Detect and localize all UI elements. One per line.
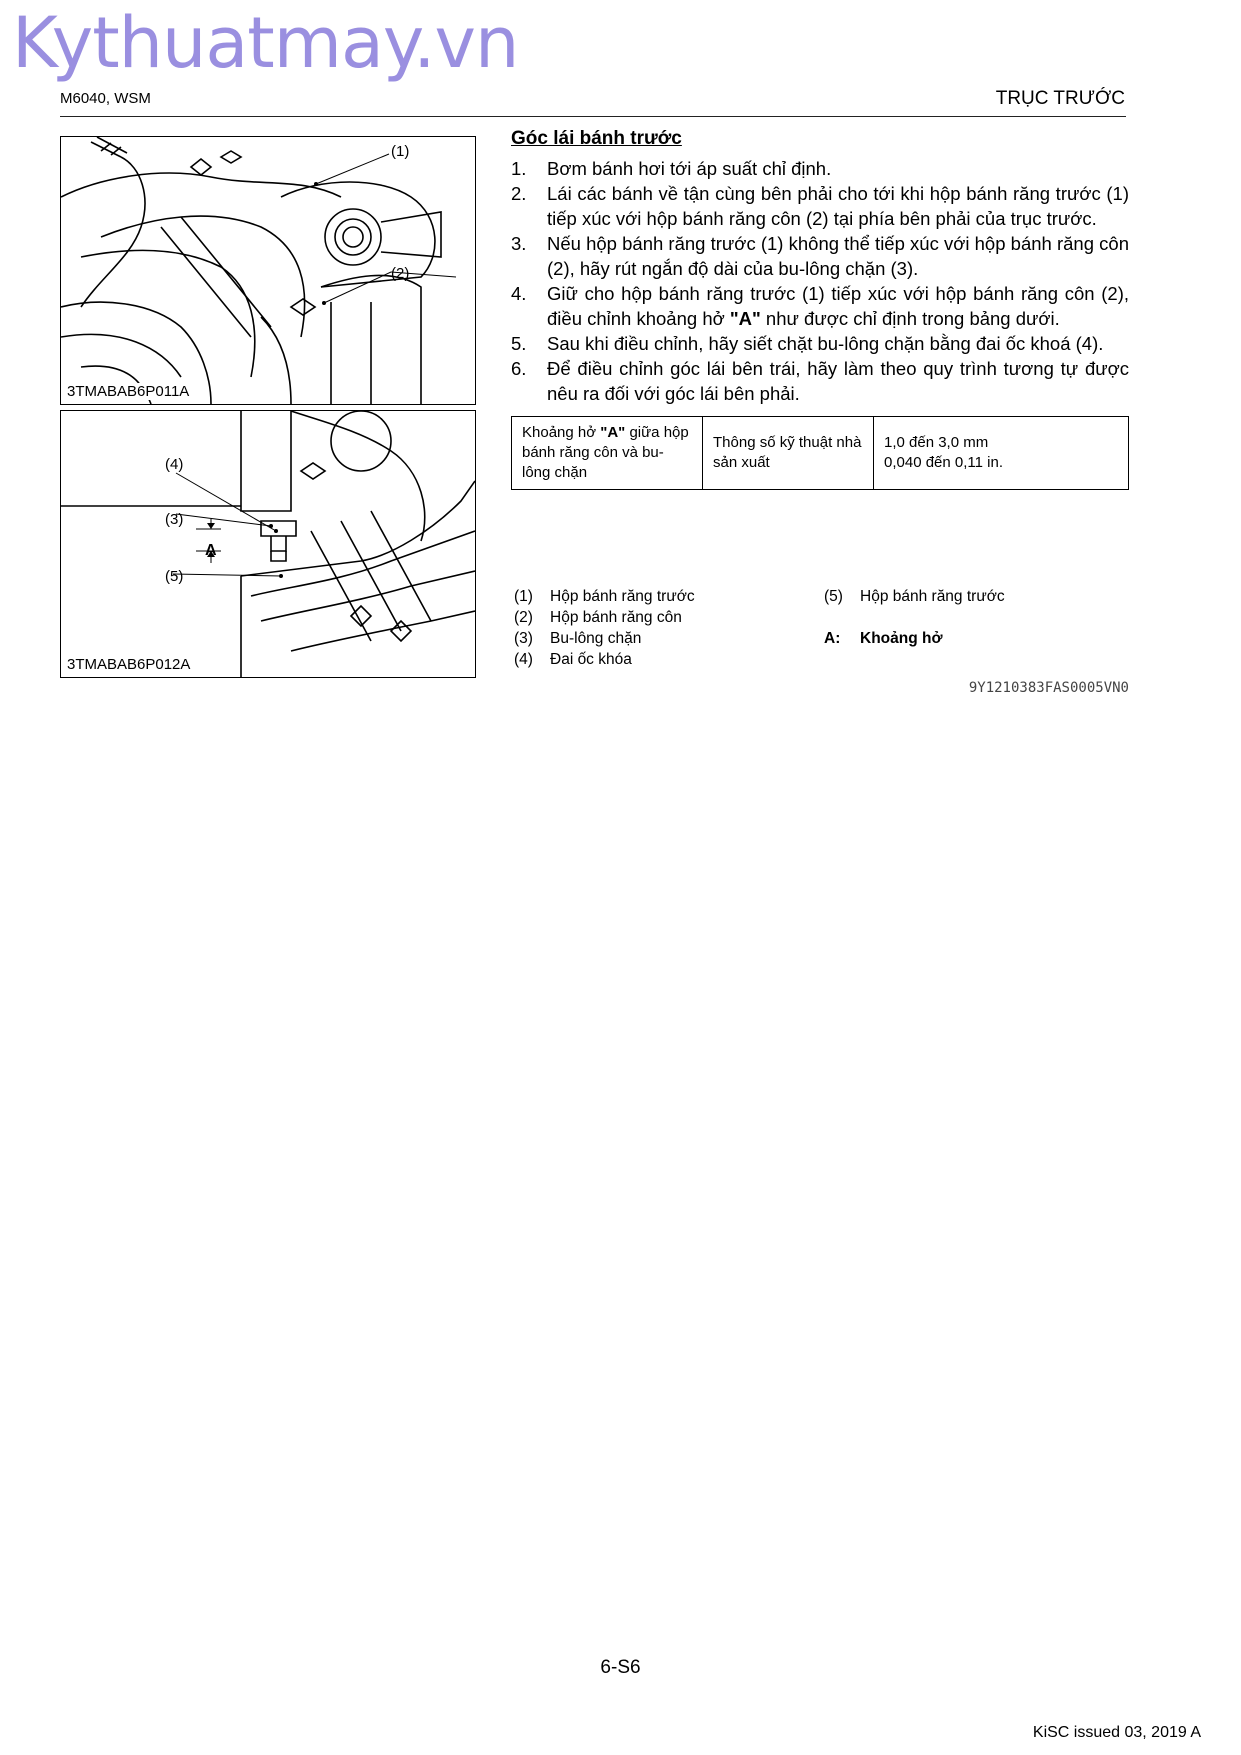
step-text: Bơm bánh hơi tới áp suất chỉ định.: [547, 158, 832, 179]
legend-entry: [824, 630, 942, 648]
legend-row: [514, 651, 1129, 672]
figure-clearance-detail: [60, 410, 476, 678]
procedure-steps: [511, 156, 1129, 406]
legend-number: (5): [824, 588, 843, 605]
step-text: Giữ cho hộp bánh răng trước (1) tiếp xúc với hộp bánh răng côn (2), điều chỉnh khoảng hở: [547, 283, 1129, 329]
legend-label: Đai ốc khóa: [550, 651, 632, 668]
callout-3: (3): [165, 511, 184, 528]
callout-5: (5): [165, 568, 184, 585]
spec-label-cell: Thông số kỹ thuật nhà sản xuất: [703, 417, 874, 490]
callout-1: (1): [391, 143, 410, 160]
header-section-title: TRỤC TRƯỚC: [995, 88, 1125, 109]
step-number: 6.: [511, 358, 527, 379]
header-divider: [60, 116, 1126, 117]
mechanical-illustration-2: [61, 411, 475, 677]
legend-label: Hộp bánh răng trước: [550, 588, 695, 605]
spec-item-text: Khoảng hở: [522, 424, 601, 441]
step-item: [511, 156, 1129, 181]
step-number: 1.: [511, 158, 527, 179]
spec-item-cell: [512, 417, 703, 490]
spec-value-cell: [874, 417, 1129, 490]
step-item: [511, 231, 1129, 281]
spec-value-mm: 1,0 đến 3,0 mm: [884, 434, 989, 451]
step-text: Lái các bánh về tận cùng bên phải cho tới khi hộp bánh răng trước (1) tiếp xúc với hộp bánh răng côn (2) tại phía bên phải của trục trước.: [547, 183, 1129, 229]
mechanical-illustration-1: [61, 137, 475, 404]
legend-number: (2): [514, 609, 533, 626]
header-manual-id: M6040, WSM: [60, 90, 151, 107]
document-reference: 9Y1210383FAS0005VN0: [968, 680, 1129, 696]
legend-entry: [824, 588, 1005, 606]
legend-entry: [514, 630, 641, 648]
legend-row: [514, 588, 1129, 609]
legend-entry: [514, 588, 695, 606]
callout-2: (2): [391, 265, 410, 282]
legend-number: (4): [514, 651, 533, 668]
step-text-bold: "A": [729, 308, 761, 329]
step-text: Sau khi điều chỉnh, hãy siết chặt bu-lông chặn bằng đai ốc khoá (4).: [547, 333, 1104, 354]
issue-note: KiSC issued 03, 2019 A: [1032, 1724, 1201, 1741]
spec-value-in: 0,040 đến 0,11 in.: [884, 454, 1003, 471]
spec-item-bold: "A": [600, 424, 626, 441]
procedure-section: [511, 128, 1129, 490]
legend: [514, 588, 1129, 672]
step-item: [511, 356, 1129, 406]
legend-label: Hộp bánh răng côn: [550, 609, 682, 626]
legend-label: Khoảng hở: [860, 630, 943, 647]
figure-code: 3TMABAB6P011A: [67, 383, 190, 400]
figure-steering-stop-overview: [60, 136, 476, 405]
watermark: Kythuatmay.vn: [12, 2, 519, 84]
legend-row: [514, 630, 1129, 651]
step-item: [511, 331, 1129, 356]
legend-key: A:: [824, 630, 841, 647]
spec-item-text: giữa hộp bánh răng côn và bu-lông chặn: [522, 424, 689, 481]
legend-row: [514, 609, 1129, 630]
step-text: như được chỉ định trong bảng dưới.: [760, 308, 1060, 329]
legend-label: Bu-lông chặn: [550, 630, 642, 647]
legend-entry: [514, 609, 682, 627]
section-title: Góc lái bánh trước: [511, 128, 682, 149]
legend-label: Hộp bánh răng trước: [860, 588, 1005, 605]
callout-4: (4): [165, 456, 184, 473]
legend-number: (3): [514, 630, 533, 647]
step-number: 3.: [511, 233, 527, 254]
step-number: 5.: [511, 333, 527, 354]
spec-table: [511, 416, 1129, 490]
legend-number: (1): [514, 588, 533, 605]
page-number: 6-S6: [600, 1657, 641, 1678]
step-item: [511, 281, 1129, 331]
step-text: Nếu hộp bánh răng trước (1) không thể tiếp xúc với hộp bánh răng côn (2), hãy rút ngắn độ dài của bu-lông chặn (3).: [547, 233, 1129, 279]
step-text: Để điều chỉnh góc lái bên trái, hãy làm theo quy trình tương tự được nêu ra đối với góc lái bên phải.: [547, 358, 1129, 404]
step-number: 4.: [511, 283, 527, 304]
step-item: [511, 181, 1129, 231]
callout-a-clearance: A: [205, 542, 217, 559]
step-number: 2.: [511, 183, 527, 204]
spec-row: [512, 417, 1129, 490]
legend-entry: [514, 651, 632, 669]
figure-code: 3TMABAB6P012A: [67, 656, 191, 673]
